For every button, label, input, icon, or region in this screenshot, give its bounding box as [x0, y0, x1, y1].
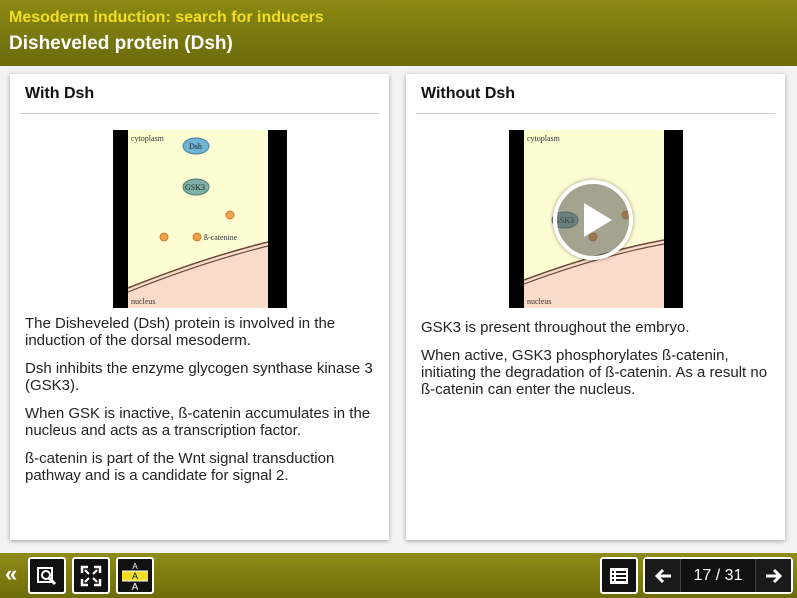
paragraph: GSK3 is present throughout the embryo.	[421, 319, 690, 336]
panel-title: Without Dsh	[421, 85, 516, 102]
zoom-icon	[36, 565, 58, 587]
slide-header	[0, 0, 797, 66]
animation-figure[interactable]	[509, 130, 683, 308]
fullscreen-icon	[80, 565, 102, 587]
nucleus-label: nucleus	[527, 297, 552, 306]
cytoplasm-label: cytoplasm	[527, 134, 560, 143]
dsh-label: Dsh	[189, 142, 202, 151]
zoom-button[interactable]	[28, 557, 66, 594]
nucleus-label: nucleus	[131, 297, 156, 306]
catenin-molecule	[226, 211, 234, 219]
double-chevron-left-icon[interactable]: «	[5, 561, 18, 586]
catenin-label: ß-catenine	[204, 233, 238, 242]
player-toolbar	[0, 553, 797, 598]
divider	[20, 113, 379, 114]
panel-with-dsh	[10, 74, 389, 540]
slide-title: Disheveled protein (Dsh)	[9, 33, 233, 54]
paragraph: When active, GSK3 phosphorylates ß-catenin, initiating the degradation of ß-catenin. As a result no ß-catenin can enter the nucleus.	[421, 347, 768, 398]
paragraph: Dsh inhibits the enzyme glycogen synthase kinase 3 (GSK3).	[25, 360, 373, 394]
panel-title: With Dsh	[25, 85, 95, 102]
text-size-button[interactable]	[116, 557, 154, 594]
svg-text:A: A	[131, 581, 139, 591]
cytoplasm-label: cytoplasm	[131, 134, 164, 143]
page-indicator: 17 / 31	[693, 566, 743, 584]
divider	[416, 113, 775, 114]
arrow-right-icon	[765, 568, 783, 584]
slide-supertitle: Mesoderm induction: search for inducers	[9, 9, 324, 26]
previous-button[interactable]	[645, 559, 681, 592]
panel-without-dsh	[406, 74, 785, 540]
pager	[643, 557, 793, 594]
slide-content	[0, 66, 797, 553]
menu-button[interactable]	[600, 557, 638, 594]
panel-body	[25, 315, 375, 495]
panel-body	[421, 319, 771, 409]
text-size-icon	[120, 561, 150, 591]
paragraph: When GSK is inactive, ß-catenin accumulates in the nucleus and acts as a transcription factor.	[25, 405, 371, 439]
dsh-figure	[113, 130, 287, 308]
paragraph: The Disheveled (Dsh) protein is involved in the induction of the dorsal mesoderm.	[25, 315, 336, 349]
catenin-molecule	[193, 233, 201, 241]
fullscreen-button[interactable]	[72, 557, 110, 594]
arrow-left-icon	[654, 568, 672, 584]
svg-text:A: A	[131, 570, 139, 581]
play-icon[interactable]	[553, 180, 633, 260]
svg-text:A: A	[132, 561, 138, 571]
list-icon	[609, 566, 629, 586]
paragraph: ß-catenin is part of the Wnt signal transduction pathway and is a candidate for signal 2.	[25, 450, 335, 484]
gsk3-label: GSK3	[185, 183, 206, 192]
catenin-molecule	[160, 233, 168, 241]
next-button[interactable]	[755, 559, 791, 592]
